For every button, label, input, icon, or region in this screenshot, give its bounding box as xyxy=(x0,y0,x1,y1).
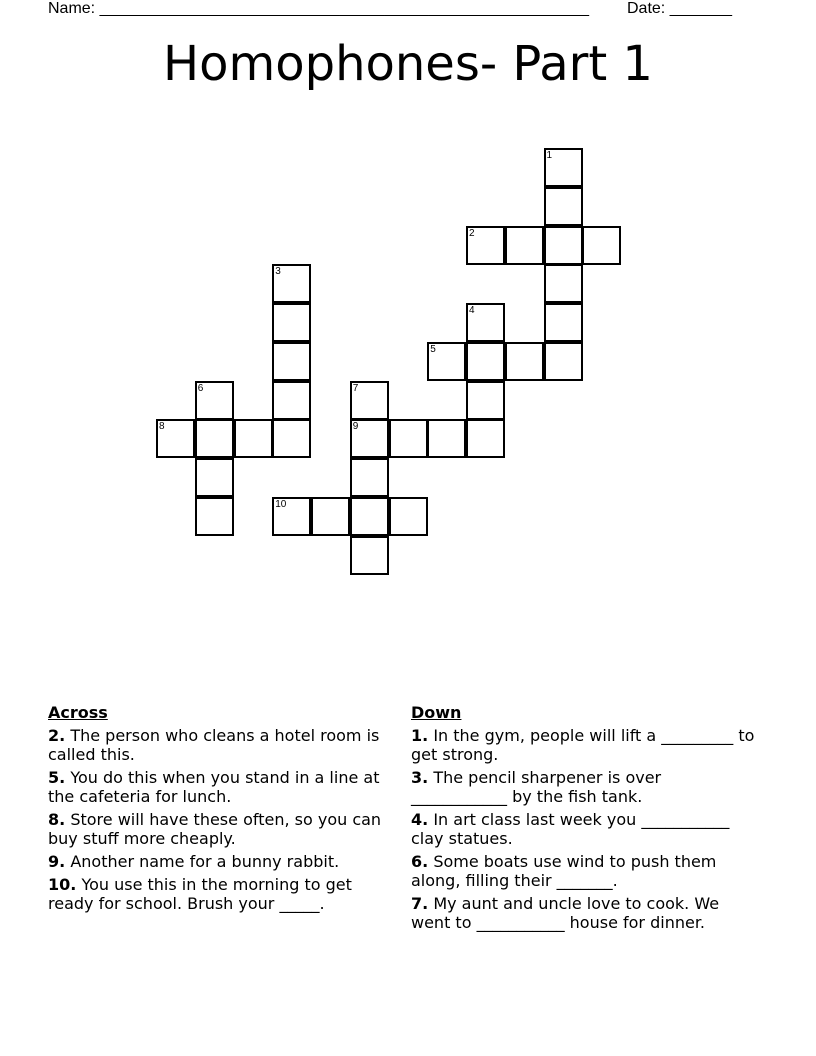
crossword-cell[interactable] xyxy=(582,226,621,265)
cell-number: 7 xyxy=(352,382,359,394)
clue-text: You do this when you stand in a line at the cafeteria for lunch. xyxy=(48,768,380,806)
clue-down-6 xyxy=(411,852,756,890)
crossword-cell[interactable] xyxy=(389,419,428,458)
crossword-cell[interactable] xyxy=(466,303,505,342)
clue-text: The pencil sharpener is over ____________ by the fish tank. xyxy=(411,768,662,806)
crossword-cell[interactable] xyxy=(195,381,234,420)
crossword-cell[interactable] xyxy=(311,497,350,536)
crossword-cell[interactable] xyxy=(505,342,544,381)
clue-number: 2. xyxy=(48,726,66,745)
clue-text: You use this in the morning to get ready for school. Brush your _____. xyxy=(48,875,352,913)
clue-text: Store will have these often, so you can buy stuff more cheaply. xyxy=(48,810,382,848)
clue-text: Another name for a bunny rabbit. xyxy=(70,852,340,871)
page-title: Homophones- Part 1 xyxy=(163,36,653,92)
crossword-cell[interactable] xyxy=(156,419,195,458)
clue-text: The person who cleans a hotel room is called this. xyxy=(48,726,380,764)
crossword-cell[interactable] xyxy=(427,419,466,458)
crossword-cell[interactable] xyxy=(350,381,389,420)
crossword-cell[interactable] xyxy=(195,497,234,536)
clue-across-9 xyxy=(48,852,393,871)
crossword-cell[interactable] xyxy=(466,226,505,265)
crossword-cell[interactable] xyxy=(466,419,505,458)
clue-across-10 xyxy=(48,875,393,913)
crossword-cell[interactable] xyxy=(544,148,583,187)
across-heading: Across xyxy=(48,703,108,722)
clue-across-8 xyxy=(48,810,393,848)
clue-text: Some boats use wind to push them along, filling their _______. xyxy=(411,852,717,890)
crossword-cell[interactable] xyxy=(195,458,234,497)
down-clues xyxy=(411,703,756,936)
crossword-cell[interactable] xyxy=(544,187,583,226)
crossword-cell[interactable] xyxy=(272,419,311,458)
crossword-cell[interactable] xyxy=(466,342,505,381)
clue-down-7 xyxy=(411,894,756,932)
clue-across-5 xyxy=(48,768,393,806)
cell-number: 1 xyxy=(546,150,553,161)
clue-number: 7. xyxy=(411,894,429,913)
cell-number: 10 xyxy=(275,498,287,510)
name-field-line: Name: _______________________________________________________ xyxy=(48,0,589,17)
clue-down-1 xyxy=(411,726,756,764)
crossword-cell[interactable] xyxy=(466,381,505,420)
clue-number: 10. xyxy=(48,875,77,894)
clue-text: In art class last week you ___________ clay statues. xyxy=(411,810,730,848)
crossword-cell[interactable] xyxy=(272,264,311,303)
clue-number: 9. xyxy=(48,852,66,871)
clue-number: 3. xyxy=(411,768,429,787)
clue-number: 5. xyxy=(48,768,66,787)
crossword-cell[interactable] xyxy=(350,458,389,497)
cell-number: 6 xyxy=(197,382,204,394)
crossword-cell[interactable] xyxy=(544,303,583,342)
clue-number: 4. xyxy=(411,810,429,829)
clue-text: My aunt and uncle love to cook. We went to ___________ house for dinner. xyxy=(411,894,720,932)
crossword-cell[interactable] xyxy=(234,419,273,458)
crossword-cell[interactable] xyxy=(350,497,389,536)
date-field-line: Date: _______ xyxy=(627,0,732,17)
cell-number: 2 xyxy=(469,227,475,239)
crossword-cell[interactable] xyxy=(350,536,389,575)
crossword-cell[interactable] xyxy=(505,226,544,265)
cell-number: 9 xyxy=(352,421,359,433)
crossword-cell[interactable] xyxy=(195,419,234,458)
clue-text: In the gym, people will lift a _________ to get strong. xyxy=(411,726,755,764)
cell-number: 4 xyxy=(469,305,475,316)
across-clues xyxy=(48,703,393,917)
crossword-cell[interactable] xyxy=(272,303,311,342)
cell-number: 8 xyxy=(159,421,165,433)
crossword-cell[interactable] xyxy=(389,497,428,536)
crossword-cell[interactable] xyxy=(272,497,311,536)
clue-across-2 xyxy=(48,726,393,764)
crossword-cell[interactable] xyxy=(544,342,583,381)
crossword-cell[interactable] xyxy=(427,342,466,381)
crossword-cell[interactable] xyxy=(350,419,389,458)
clue-down-3 xyxy=(411,768,756,806)
cell-number: 5 xyxy=(430,343,436,355)
clue-number: 6. xyxy=(411,852,429,871)
crossword-cell[interactable] xyxy=(544,264,583,303)
crossword-cell[interactable] xyxy=(272,342,311,381)
crossword-cell[interactable] xyxy=(272,381,311,420)
down-heading: Down xyxy=(411,703,462,722)
crossword-cell[interactable] xyxy=(544,226,583,265)
clue-number: 8. xyxy=(48,810,66,829)
cell-number: 3 xyxy=(275,266,281,278)
clue-number: 1. xyxy=(411,726,429,745)
clue-down-4 xyxy=(411,810,756,848)
